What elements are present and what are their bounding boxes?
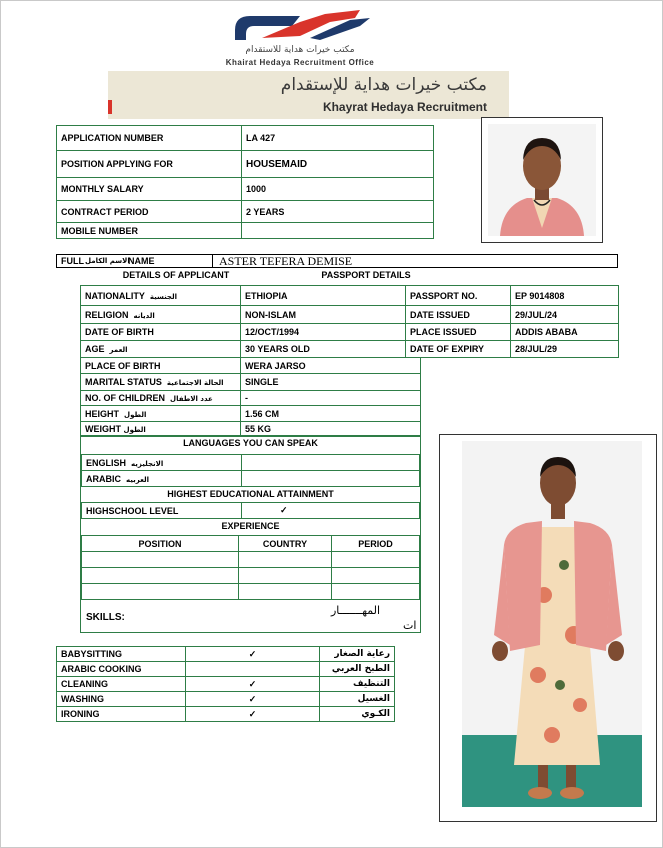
salary-label: MONTHLY SALARY	[57, 178, 242, 201]
full-name-label-en2: NAME	[128, 256, 155, 266]
skill-cleaning-arabic: التنظيف	[320, 677, 395, 692]
date-of-birth-label: DATE OF BIRTH	[81, 324, 241, 341]
applicant-section-title: DETAILS OF APPLICANT	[122, 270, 230, 280]
mobile-number-value	[242, 223, 434, 239]
table-row	[81, 341, 619, 358]
full-body-portrait-icon	[440, 435, 656, 821]
full-name-label-ar: الاسم الكامل	[85, 257, 130, 265]
office-banner	[108, 71, 509, 119]
date-of-expiry-value: 28/JUL/29	[511, 341, 619, 358]
table-row	[57, 201, 434, 223]
skills-table	[56, 646, 395, 722]
passport-photo-portrait-icon	[482, 118, 602, 242]
marital-status-value: SINGLE	[241, 374, 421, 391]
experience-period-header: PERIOD	[332, 536, 420, 552]
skill-washing-label: WASHING	[57, 692, 186, 707]
weight-value: 55 KG	[241, 422, 421, 437]
personal-table	[80, 357, 421, 437]
experience-table	[81, 535, 420, 600]
date-issued-label: DATE ISSUED	[406, 306, 511, 324]
table-row	[81, 286, 619, 306]
logo-arabic-text: مكتب خيرات هداية للاستقدام	[245, 45, 355, 55]
banner-english-text: Khayrat Hedaya Recruitment	[108, 100, 509, 114]
skill-cleaning-label: CLEANING	[57, 677, 186, 692]
application-number-label: APPLICATION NUMBER	[57, 126, 242, 151]
religion-label: RELIGION الديانه	[81, 306, 241, 324]
english-value	[242, 455, 420, 471]
education-table	[81, 502, 420, 519]
application-number-value: LA 427	[242, 126, 434, 151]
place-of-birth-value: WERA JARSO	[241, 358, 421, 374]
children-value: -	[241, 391, 421, 406]
languages-title: LANGUAGES YOU CAN SPEAK	[183, 438, 318, 448]
weight-label: WEIGHT الطول	[81, 422, 241, 437]
office-logo	[150, 8, 450, 70]
experience-title: EXPERIENCE	[221, 521, 280, 531]
english-label: ENGLISH الانجليزيه	[82, 455, 242, 471]
table-row	[82, 552, 420, 568]
arabic-value	[242, 471, 420, 487]
skill-washing-check: ✓	[186, 692, 320, 707]
table-row	[82, 584, 420, 600]
skill-babysitting-arabic: رعاية الصغار	[320, 647, 395, 662]
table-row	[81, 406, 421, 422]
place-of-birth-label: PLACE OF BIRTH	[81, 358, 241, 374]
application-table	[56, 125, 434, 239]
date-issued-value: 29/JUL/24	[511, 306, 619, 324]
skill-cooking-label: ARABIC COOKING	[57, 662, 186, 677]
table-row	[57, 677, 395, 692]
nationality-label: NATIONALITY الجنسية	[81, 286, 241, 306]
skill-babysitting-check: ✓	[186, 647, 320, 662]
banner-arabic-text: مكتب خيرات هداية للإستقدام	[280, 75, 487, 95]
height-value: 1.56 CM	[241, 406, 421, 422]
skill-washing-arabic: الغسيل	[320, 692, 395, 707]
salary-value: 1000	[242, 178, 434, 201]
marital-status-label: MARITAL STATUS الحالة الاجتماعية	[81, 374, 241, 391]
age-label: AGE العمر	[81, 341, 241, 358]
table-row	[82, 471, 420, 487]
age-value: 30 YEARS OLD	[241, 341, 406, 358]
contract-period-label: CONTRACT PERIOD	[57, 201, 242, 223]
table-row	[57, 223, 434, 239]
skills-arabic-label-2: ات	[403, 619, 417, 632]
skill-cooking-arabic: الطبخ العربي	[320, 662, 395, 677]
languages-education-block	[80, 435, 421, 633]
contract-period-value: 2 YEARS	[242, 201, 434, 223]
passport-photo	[481, 117, 603, 243]
date-of-birth-value: 12/OCT/1994	[241, 324, 406, 341]
table-row	[82, 536, 420, 552]
logo-english-text: Khairat Hedaya Recruitment Office	[225, 58, 375, 67]
table-row	[81, 358, 421, 374]
full-name-value: ASTER TEFERA DEMISE	[219, 254, 353, 268]
place-issued-label: PLACE ISSUED	[406, 324, 511, 341]
skills-arabic-label-1: المهـــــــار	[331, 604, 381, 617]
skill-cleaning-check: ✓	[186, 677, 320, 692]
skills-label: SKILLS:	[86, 612, 125, 623]
experience-country-header: COUNTRY	[239, 536, 332, 552]
skill-ironing-label: IRONING	[57, 707, 186, 722]
table-row	[57, 707, 395, 722]
skill-babysitting-label: BABYSITTING	[57, 647, 186, 662]
position-value: HOUSEMAID	[242, 151, 434, 178]
table-row	[82, 568, 420, 584]
details-table	[80, 285, 619, 358]
full-name-row	[56, 254, 618, 268]
experience-position-header: POSITION	[82, 536, 239, 552]
passport-no-label: PASSPORT NO.	[406, 286, 511, 306]
table-row	[81, 391, 421, 406]
table-row	[57, 178, 434, 201]
full-name-label-en1: FULL	[61, 256, 84, 266]
table-row	[81, 306, 619, 324]
arabic-label: ARABIC العربيه	[82, 471, 242, 487]
languages-table	[81, 454, 420, 487]
mobile-number-label: MOBILE NUMBER	[57, 223, 242, 239]
education-level-label: HIGHSCHOOL LEVEL	[82, 503, 242, 519]
table-row	[57, 126, 434, 151]
table-row	[82, 455, 420, 471]
position-label: POSITION APPLYING FOR	[57, 151, 242, 178]
table-row	[57, 151, 434, 178]
logo-mark-icon	[150, 8, 450, 48]
education-check: ✓	[242, 503, 420, 519]
skill-ironing-check: ✓	[186, 707, 320, 722]
table-row	[57, 662, 395, 677]
skill-ironing-arabic: الكـوي	[320, 707, 395, 722]
skill-cooking-check	[186, 662, 320, 677]
religion-value: NON-ISLAM	[241, 306, 406, 324]
nationality-value: ETHIOPIA	[241, 286, 406, 306]
date-of-expiry-label: DATE OF EXPIRY	[406, 341, 511, 358]
table-row	[81, 374, 421, 391]
table-row	[57, 692, 395, 707]
full-body-photo	[439, 434, 657, 822]
passport-no-value: EP 9014808	[511, 286, 619, 306]
table-row	[81, 324, 619, 341]
table-row	[82, 503, 420, 519]
table-row	[57, 647, 395, 662]
height-label: HEIGHT الطول	[81, 406, 241, 422]
education-title: HIGHEST EDUCATIONAL ATTAINMENT	[167, 489, 334, 499]
children-label: NO. OF CHILDREN عدد الاطفال	[81, 391, 241, 406]
place-issued-value: ADDIS ABABA	[511, 324, 619, 341]
passport-section-title: PASSPORT DETAILS	[321, 270, 411, 280]
